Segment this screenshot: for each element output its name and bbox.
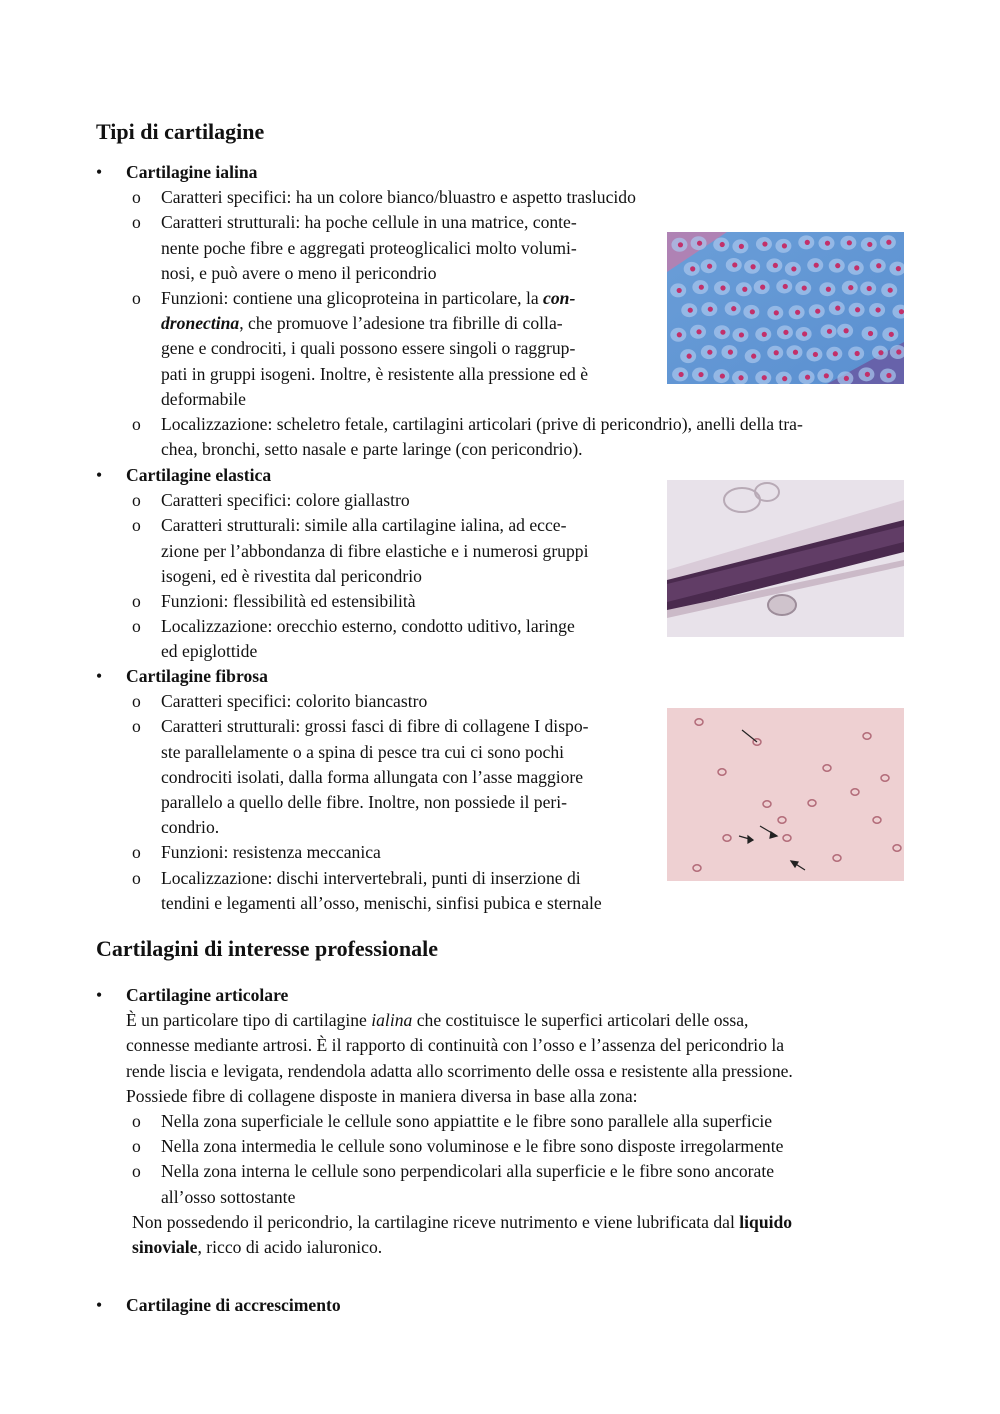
list-item: o Caratteri specifici: colore giallastro [96,488,906,513]
accrescimento-section [96,1293,906,1318]
fibrosa-heading: • Cartilagine fibrosa [96,664,906,689]
list-item: o Nella zona superficiale le cellule sono appiattite e le fibre sono parallele alla superficie [96,1109,906,1134]
elastic-cartilage-micrograph [667,480,904,637]
list-item: o Caratteri strutturali: ha poche cellule in una matrice, conte- nente poche fibre e aggregati proteoglicalici molto volumi- nosi, e può avere o meno il pericondrio [96,210,906,286]
list-item: o Caratteri specifici: colorito biancastro [96,689,906,714]
list-item: o Caratteri specifici: ha un colore bianco/bluastro e aspetto traslucido [96,185,906,210]
list-item: o Localizzazione: scheletro fetale, cartilagini articolari (prive di pericondrio), anelli della tra- chea, bronchi, setto nasale e parte laringe (con pericondrio). [96,412,906,462]
list-item: o Caratteri strutturali: grossi fasci di fibre di collagene I dispo- ste parallelamente o a spina di pesce tra cui ci sono pochi condrociti isolati, dalla forma allungata con l’asse maggiore parallelo a quello delle fibre. Inoltre, non possiede il peri- condrio. [96,714,906,840]
articolare-outro: Non possedendo il pericondrio, la cartilagine riceve nutrimento e viene lubrificata dal liquido sinoviale, ricco di acido ialuronico. [132,1211,793,1258]
elastica-heading: • Cartilagine elastica [96,463,906,488]
articolare-intro: È un particolare tipo di cartilagine ialina che costituisce le superfici articolari delle ossa, connesse mediante artrosi. È il rapporto di continuità con l’osso e l’assenza del pericondrio la rende liscia e levigata, rendendola adatta allo scorrimento delle ossa e resistente alla pressione. Possiede fibre di collagene disposte in maniera diversa in base alla zona: [126,1010,793,1106]
list-item: o Caratteri strutturali: simile alla cartilagine ialina, ad ecce- zione per l’abbondanza di fibre elastiche e i numerosi gruppi isogeni, ed è rivestita dal pericondrio [96,513,906,589]
articolare-heading: • Cartilagine articolare [96,983,906,1008]
list-item: o Funzioni: contiene una glicoproteina in particolare, la con- dronectina, che promuove l’adesione tra fibrille di colla- gene e condrociti, i quali possono essere singoli o raggrup- pati in gruppi isogeni. Inoltre, è resistente alla pressione ed è deformabile [96,286,906,412]
liquido-term: liquido [739,1211,793,1232]
accrescimento-heading: • Cartilagine di accrescimento [96,1293,906,1318]
articolare-section [96,983,906,1260]
sinoviale-term: sinoviale [132,1237,198,1258]
list-item: o Localizzazione: dischi intervertebrali, punti di inserzione di tendini e legamenti all’osso, menischi, sinfisi pubica e sternale [96,866,906,916]
list-item: o Nella zona interna le cellule sono perpendicolari alla superficie e le fibre sono ancorate all’osso sottostante [96,1159,906,1209]
section-title-tipi: Tipi di cartilagine [96,119,265,144]
section-title-interesse: Cartilagini di interesse professionale [96,936,439,961]
list-item: o Localizzazione: orecchio esterno, condotto uditivo, laringe ed epiglottide [96,614,906,664]
condronectina-term: con- [543,288,576,309]
list-item: o Nella zona intermedia le cellule sono voluminose e le fibre sono disposte irregolarmente [96,1134,906,1159]
ialina-heading: • Cartilagine ialina [96,160,906,185]
list-item: o Funzioni: resistenza meccanica [96,840,906,865]
hyaline-cartilage-micrograph [667,232,904,384]
fibrous-cartilage-micrograph [667,708,904,881]
list-item: o Funzioni: flessibilità ed estensibilità [96,589,906,614]
condronectina-term-cont: dronectina [161,313,240,334]
